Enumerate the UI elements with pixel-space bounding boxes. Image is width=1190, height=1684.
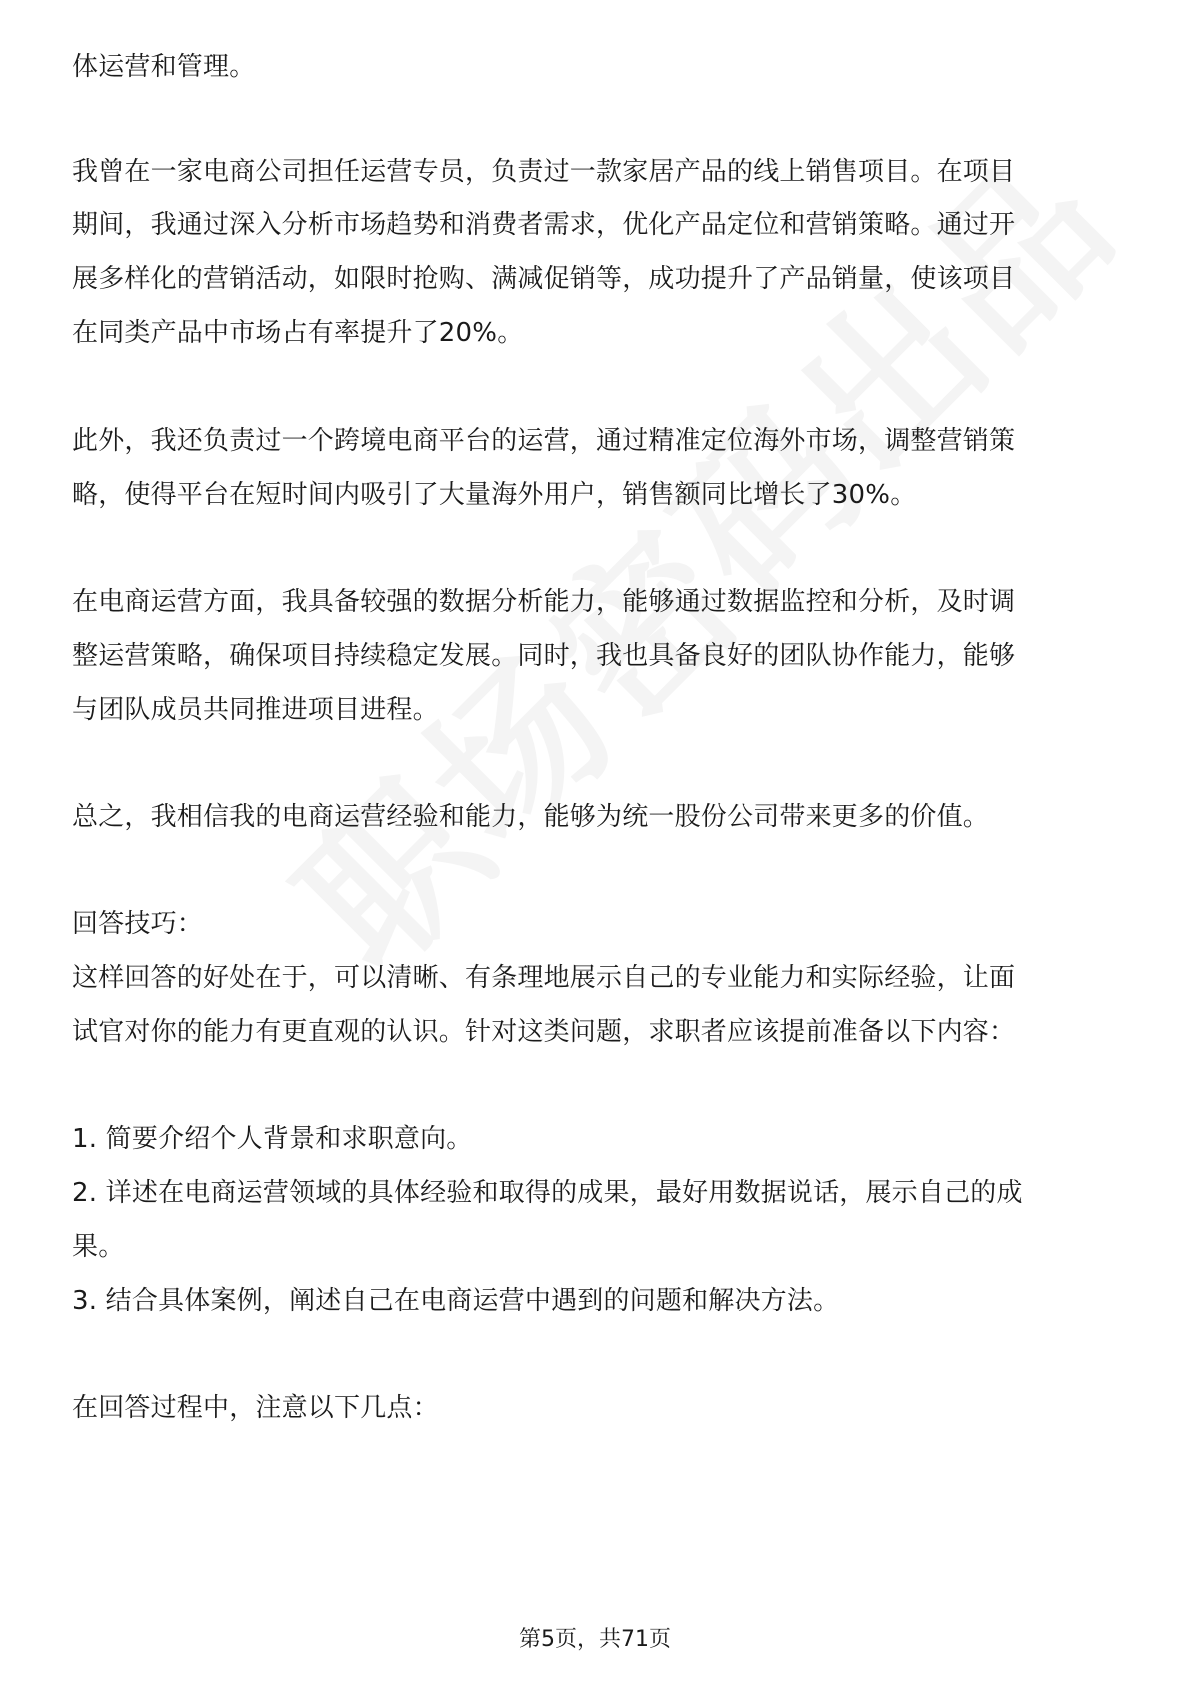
text-line: 期间，我通过深入分析市场趋势和消费者需求，优化产品定位和营销策略。通过开 xyxy=(72,210,1016,240)
text-line: 展多样化的营销活动，如限时抢购、满减促销等，成功提升了产品销量，使该项目 xyxy=(72,264,1016,294)
text-line: 在回答过程中，注意以下几点： xyxy=(72,1393,439,1423)
text-line: 试官对你的能力有更直观的认识。针对这类问题，求职者应该提前准备以下内容： xyxy=(72,1017,1016,1047)
page-number-footer: 第5页，共71页 xyxy=(519,1627,671,1652)
list-item: 3. 结合具体案例，阐述自己在电商运营中遇到的问题和解决方法。 xyxy=(72,1286,840,1316)
section-heading: 回答技巧： xyxy=(72,909,204,939)
text-line: 这样回答的好处在于，可以清晰、有条理地展示自己的专业能力和实际经验，让面 xyxy=(72,963,1016,993)
list-item: 1. 简要介绍个人背景和求职意向。 xyxy=(72,1124,473,1154)
text-line: 此外，我还负责过一个跨境电商平台的运营，通过精准定位海外市场，调整营销策 xyxy=(72,426,1016,456)
list-item-continuation: 果。 xyxy=(72,1232,125,1262)
text-line: 体运营和管理。 xyxy=(72,52,256,82)
text-line: 总之，我相信我的电商运营经验和能力，能够为统一股份公司带来更多的价值。 xyxy=(72,802,990,832)
text-line: 在同类产品中市场占有率提升了20%。 xyxy=(72,318,524,348)
text-line: 整运营策略，确保项目持续稳定发展。同时，我也具备良好的团队协作能力，能够 xyxy=(72,641,1016,671)
list-item: 2. 详述在电商运营领域的具体经验和取得的成果，最好用数据说话，展示自己的成 xyxy=(72,1178,1023,1208)
text-line: 略，使得平台在短时间内吸引了大量海外用户，销售额同比增长了30%。 xyxy=(72,480,917,510)
text-line: 我曾在一家电商公司担任运营专员，负责过一款家居产品的线上销售项目。在项目 xyxy=(72,157,1016,187)
text-line: 与团队成员共同推进项目进程。 xyxy=(72,695,439,725)
text-line: 在电商运营方面，我具备较强的数据分析能力，能够通过数据监控和分析，及时调 xyxy=(72,587,1016,617)
